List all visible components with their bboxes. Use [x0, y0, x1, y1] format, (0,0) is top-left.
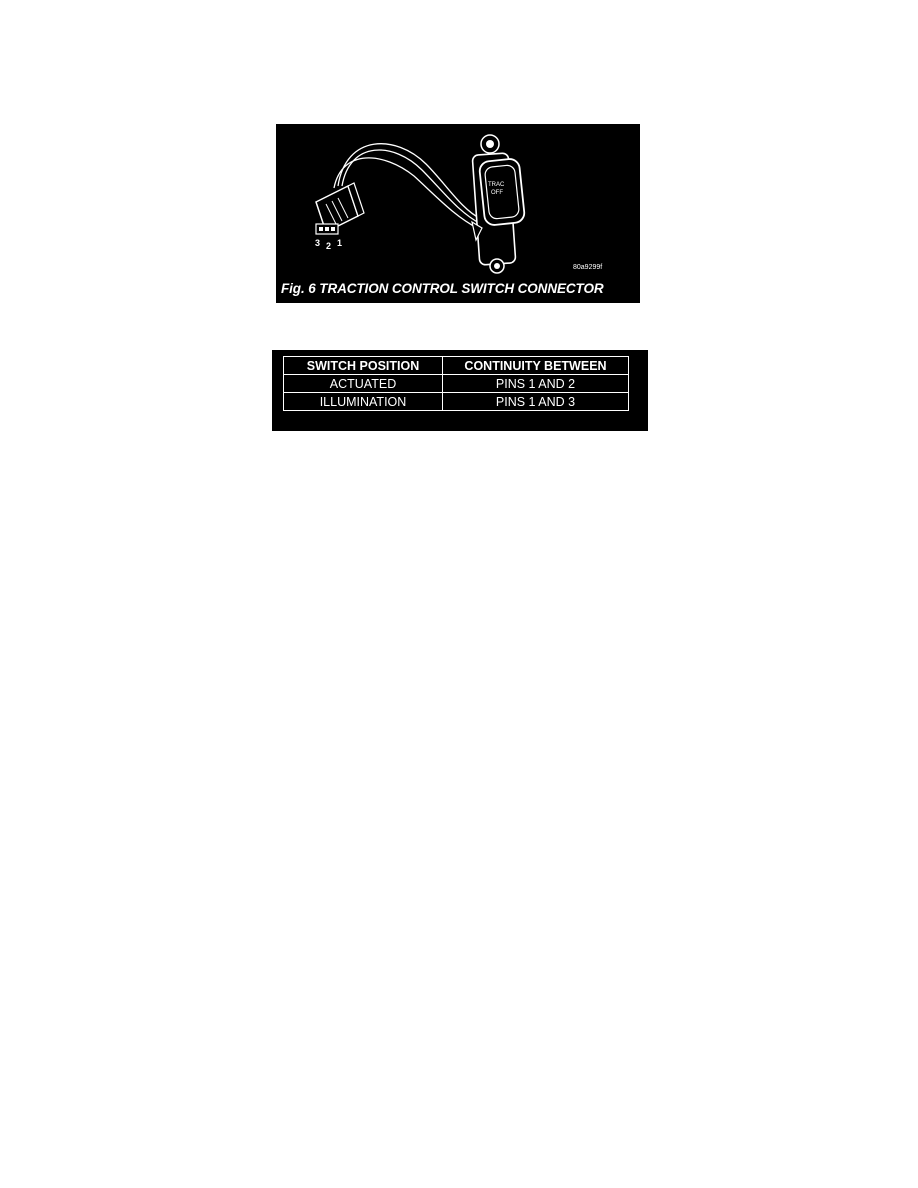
- header-switch-position: SWITCH POSITION: [284, 357, 443, 375]
- continuity-table: [283, 356, 629, 411]
- table-header-row: [284, 357, 629, 375]
- figure-code: 80a9299f: [573, 264, 603, 271]
- trac-off-switch: [472, 135, 525, 273]
- pin-2-label: 2: [326, 241, 332, 251]
- cell-switch-position: ILLUMINATION: [284, 393, 443, 411]
- cell-switch-position: ACTUATED: [284, 375, 443, 393]
- cell-continuity: PINS 1 AND 3: [443, 393, 629, 411]
- switch-label-off: OFF: [491, 190, 503, 196]
- pin-3-label: 3: [315, 238, 321, 248]
- table-row: [284, 375, 629, 393]
- header-continuity-between: CONTINUITY BETWEEN: [443, 357, 629, 375]
- pin-1-label: 1: [337, 238, 343, 248]
- traction-control-switch-figure: [276, 124, 640, 303]
- table-row: [284, 393, 629, 411]
- cell-continuity: PINS 1 AND 2: [443, 375, 629, 393]
- connector-plug: [316, 183, 364, 234]
- switch-connector-illustration: [276, 124, 640, 303]
- continuity-table-panel: [272, 350, 648, 431]
- figure-caption: Fig. 6 TRACTION CONTROL SWITCH CONNECTOR: [281, 281, 604, 296]
- switch-label-trac: TRAC: [488, 182, 505, 188]
